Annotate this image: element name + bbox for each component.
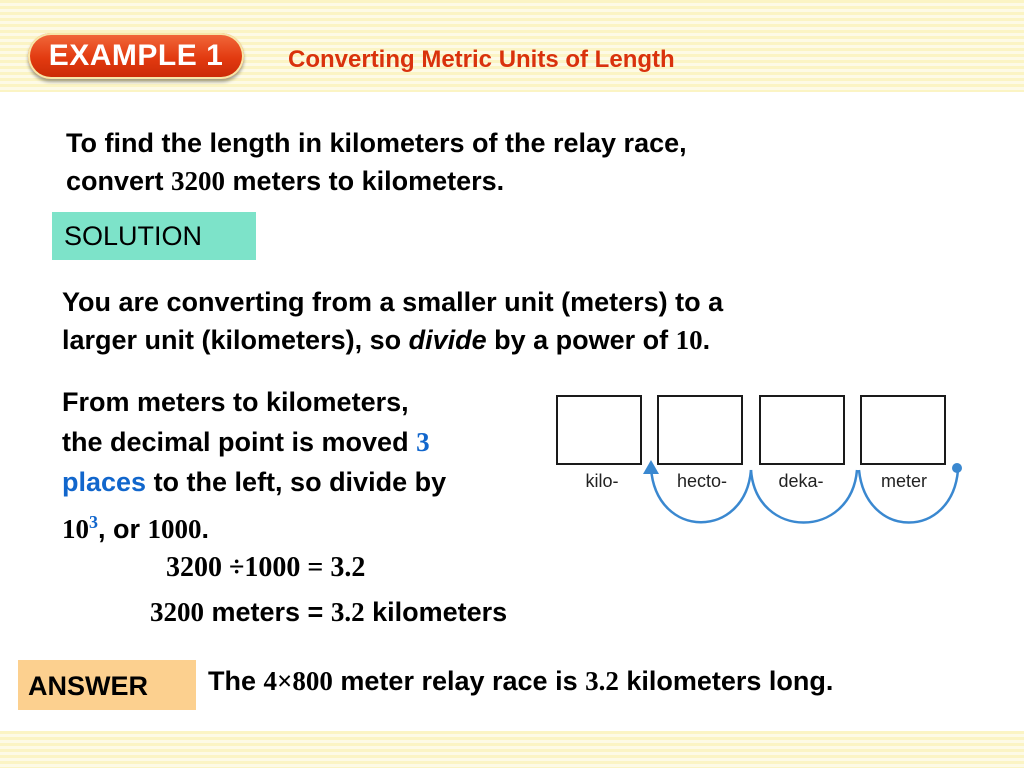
arrow-head <box>643 460 659 474</box>
explain-line-2a: the decimal point is moved <box>62 427 417 457</box>
explain-line-1: From meters to kilometers, <box>62 387 409 417</box>
answer-times: × <box>277 666 293 696</box>
answer-text-c: kilometers long. <box>618 666 834 696</box>
equation-operator: ÷ <box>229 552 245 583</box>
reasoning-period: . <box>702 325 711 355</box>
explain-period: . <box>201 514 210 544</box>
kilo-box <box>557 396 641 464</box>
intro-line-2a: convert <box>66 166 172 196</box>
equation-dividend: 3200 <box>166 552 222 583</box>
deka-label: deka- <box>778 471 824 491</box>
meter-label: meter <box>880 471 928 491</box>
answer-expr-b: 800 <box>292 666 333 696</box>
answer-text <box>208 666 833 697</box>
division-equation <box>166 552 365 584</box>
reasoning-line-1: You are converting from a smaller unit (meters) to a <box>62 287 724 317</box>
meter-box <box>861 396 945 464</box>
reasoning-line-2b: by a power of <box>486 325 676 355</box>
reasoning-ten: 10 <box>675 325 703 355</box>
hecto-label: hecto- <box>676 471 728 491</box>
explain-places: places <box>62 467 147 497</box>
explanation-text <box>62 382 446 549</box>
conversion-arrows <box>643 460 962 523</box>
footer-band <box>0 731 1024 768</box>
deka-box <box>760 396 844 464</box>
solution-label: SOLUTION <box>52 212 256 260</box>
metric-prefix-diagram <box>548 388 968 530</box>
conclusion-text-2: kilometers <box>364 597 508 627</box>
explain-thousand: 1000 <box>147 514 202 544</box>
explain-line-4b: , or <box>98 514 148 544</box>
equation-equals: = <box>307 552 324 583</box>
arrow-start-dot <box>952 463 962 473</box>
reasoning-text <box>62 283 723 359</box>
equation-result: 3.2 <box>330 552 366 583</box>
answer-value: 3.2 <box>585 666 619 696</box>
conclusion-km: 3.2 <box>330 597 365 627</box>
answer-label: ANSWER <box>18 660 196 710</box>
answer-expr-a: 4 <box>263 666 278 696</box>
conversion-result <box>150 597 507 628</box>
intro-line-1: To find the length in kilometers of the relay race, <box>66 128 687 158</box>
explain-line-3b: to the left, so divide by <box>146 467 447 497</box>
intro-meters-value: 3200 <box>171 166 226 196</box>
answer-text-b: meter relay race is <box>332 666 586 696</box>
reasoning-line-2a: larger unit (kilometers), so <box>62 325 409 355</box>
intro-line-2b: meters to kilometers. <box>225 166 505 196</box>
example-badge: EXAMPLE 1 <box>28 33 244 79</box>
explain-power-base: 10 <box>62 514 89 544</box>
explain-power-exponent: 3 <box>89 512 98 532</box>
page-title: Converting Metric Units of Length <box>288 46 675 73</box>
conclusion-meters: 3200 <box>150 597 204 627</box>
hecto-box <box>658 396 742 464</box>
explain-places-count: 3 <box>416 427 430 457</box>
answer-text-a: The <box>208 666 264 696</box>
problem-statement <box>66 124 687 200</box>
equation-divisor: 1000 <box>244 552 301 583</box>
kilo-label: kilo- <box>585 471 619 491</box>
reasoning-divide: divide <box>408 325 487 355</box>
conclusion-text-1: meters = <box>204 597 331 627</box>
